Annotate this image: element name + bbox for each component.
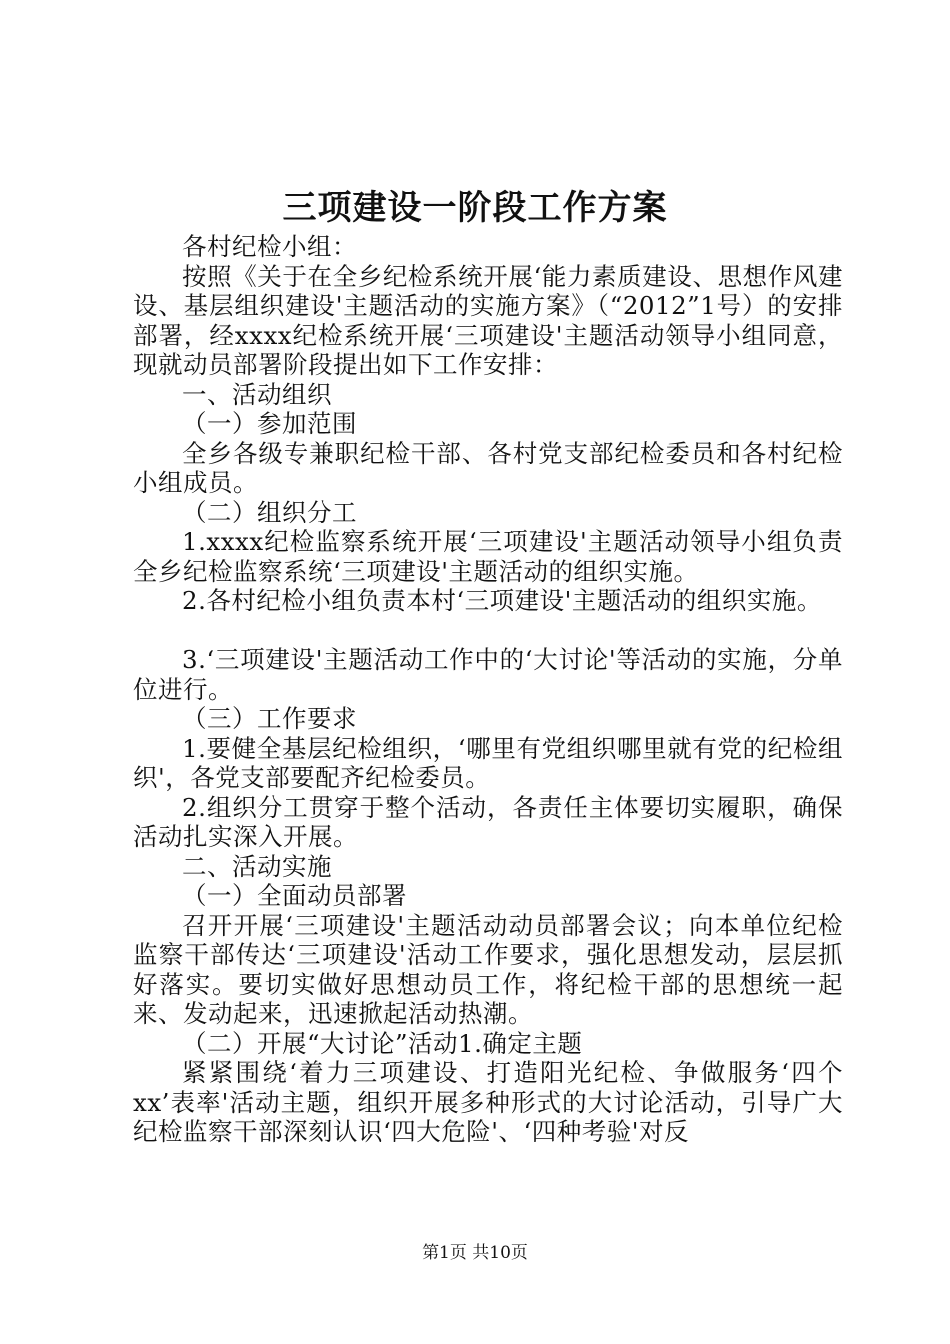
paragraph-scope: 全乡各级专兼职纪检干部、各村党支部纪检委员和各村纪检小组成员。 bbox=[133, 438, 843, 497]
subsection-heading-2-2: （二）开展“大讨论”活动1.确定主题 bbox=[182, 1028, 583, 1058]
paragraph-division-1: 1.xxxx纪检监察系统开展‘三项建设'主题活动领导小组负责全乡纪检监察系统‘三项建设'主题活动的组织实施。 bbox=[133, 527, 843, 586]
paragraph-division-2: 2.各村纪检小组负责本村‘三项建设'主题活动的组织实施。 bbox=[182, 586, 822, 615]
paragraph-requirement-2: 2.组织分工贯穿于整个活动，各责任主体要切实履职，确保活动扎实深入开展。 bbox=[133, 792, 843, 851]
intro-paragraph: 按照《关于在全乡纪检系统开展‘能力素质建设、思想作风建设、基层组织建设'主题活动的实施方案》（“2012”1号）的安排部署，经xxxx纪检系统开展‘三项建设'主题活动领导小组同意，现就动员部署阶段提出如下工作安排： bbox=[133, 261, 843, 379]
subsection-heading-1-2: （二）组织分工 bbox=[182, 497, 357, 527]
subsection-heading-1-3: （三）工作要求 bbox=[182, 704, 357, 733]
document-title: 三项建设一阶段工作方案 bbox=[282, 188, 668, 228]
section-heading-1: 一、活动组织 bbox=[182, 379, 332, 409]
subsection-heading-1-1: （一）参加范围 bbox=[182, 409, 357, 438]
salutation: 各村纪检小组： bbox=[182, 232, 357, 261]
paragraph-requirement-1: 1.要健全基层纪检组织，‘哪里有党组织哪里就有党的纪检组织'，各党支部要配齐纪检委员。 bbox=[133, 733, 843, 792]
paragraph-mobilization: 召开开展‘三项建设'主题活动动员部署会议；向本单位纪检监察干部传达‘三项建设'活动工作要求，强化思想发动，层层抓好落实。要切实做好思想动员工作，将纪检干部的思想统一起来、发动起来，迅速掀起活动热潮。 bbox=[133, 910, 843, 1028]
document-body bbox=[133, 232, 843, 1147]
subsection-heading-2-1: （一）全面动员部署 bbox=[182, 881, 407, 910]
section-heading-2: 二、活动实施 bbox=[182, 851, 332, 881]
page-number-footer: 第1页 共10页 bbox=[422, 1243, 528, 1263]
paragraph-division-3: 3.‘三项建设'主题活动工作中的‘大讨论'等活动的实施，分单位进行。 bbox=[133, 645, 843, 704]
paragraph-discussion: 紧紧围绕‘着力三项建设、打造阳光纪检、争做服务‘四个xx’表率'活动主题，组织开展多种形式的大讨论活动，引导广大纪检监察干部深刻认识‘四大危险'、‘四种考验'对反 bbox=[133, 1058, 843, 1146]
